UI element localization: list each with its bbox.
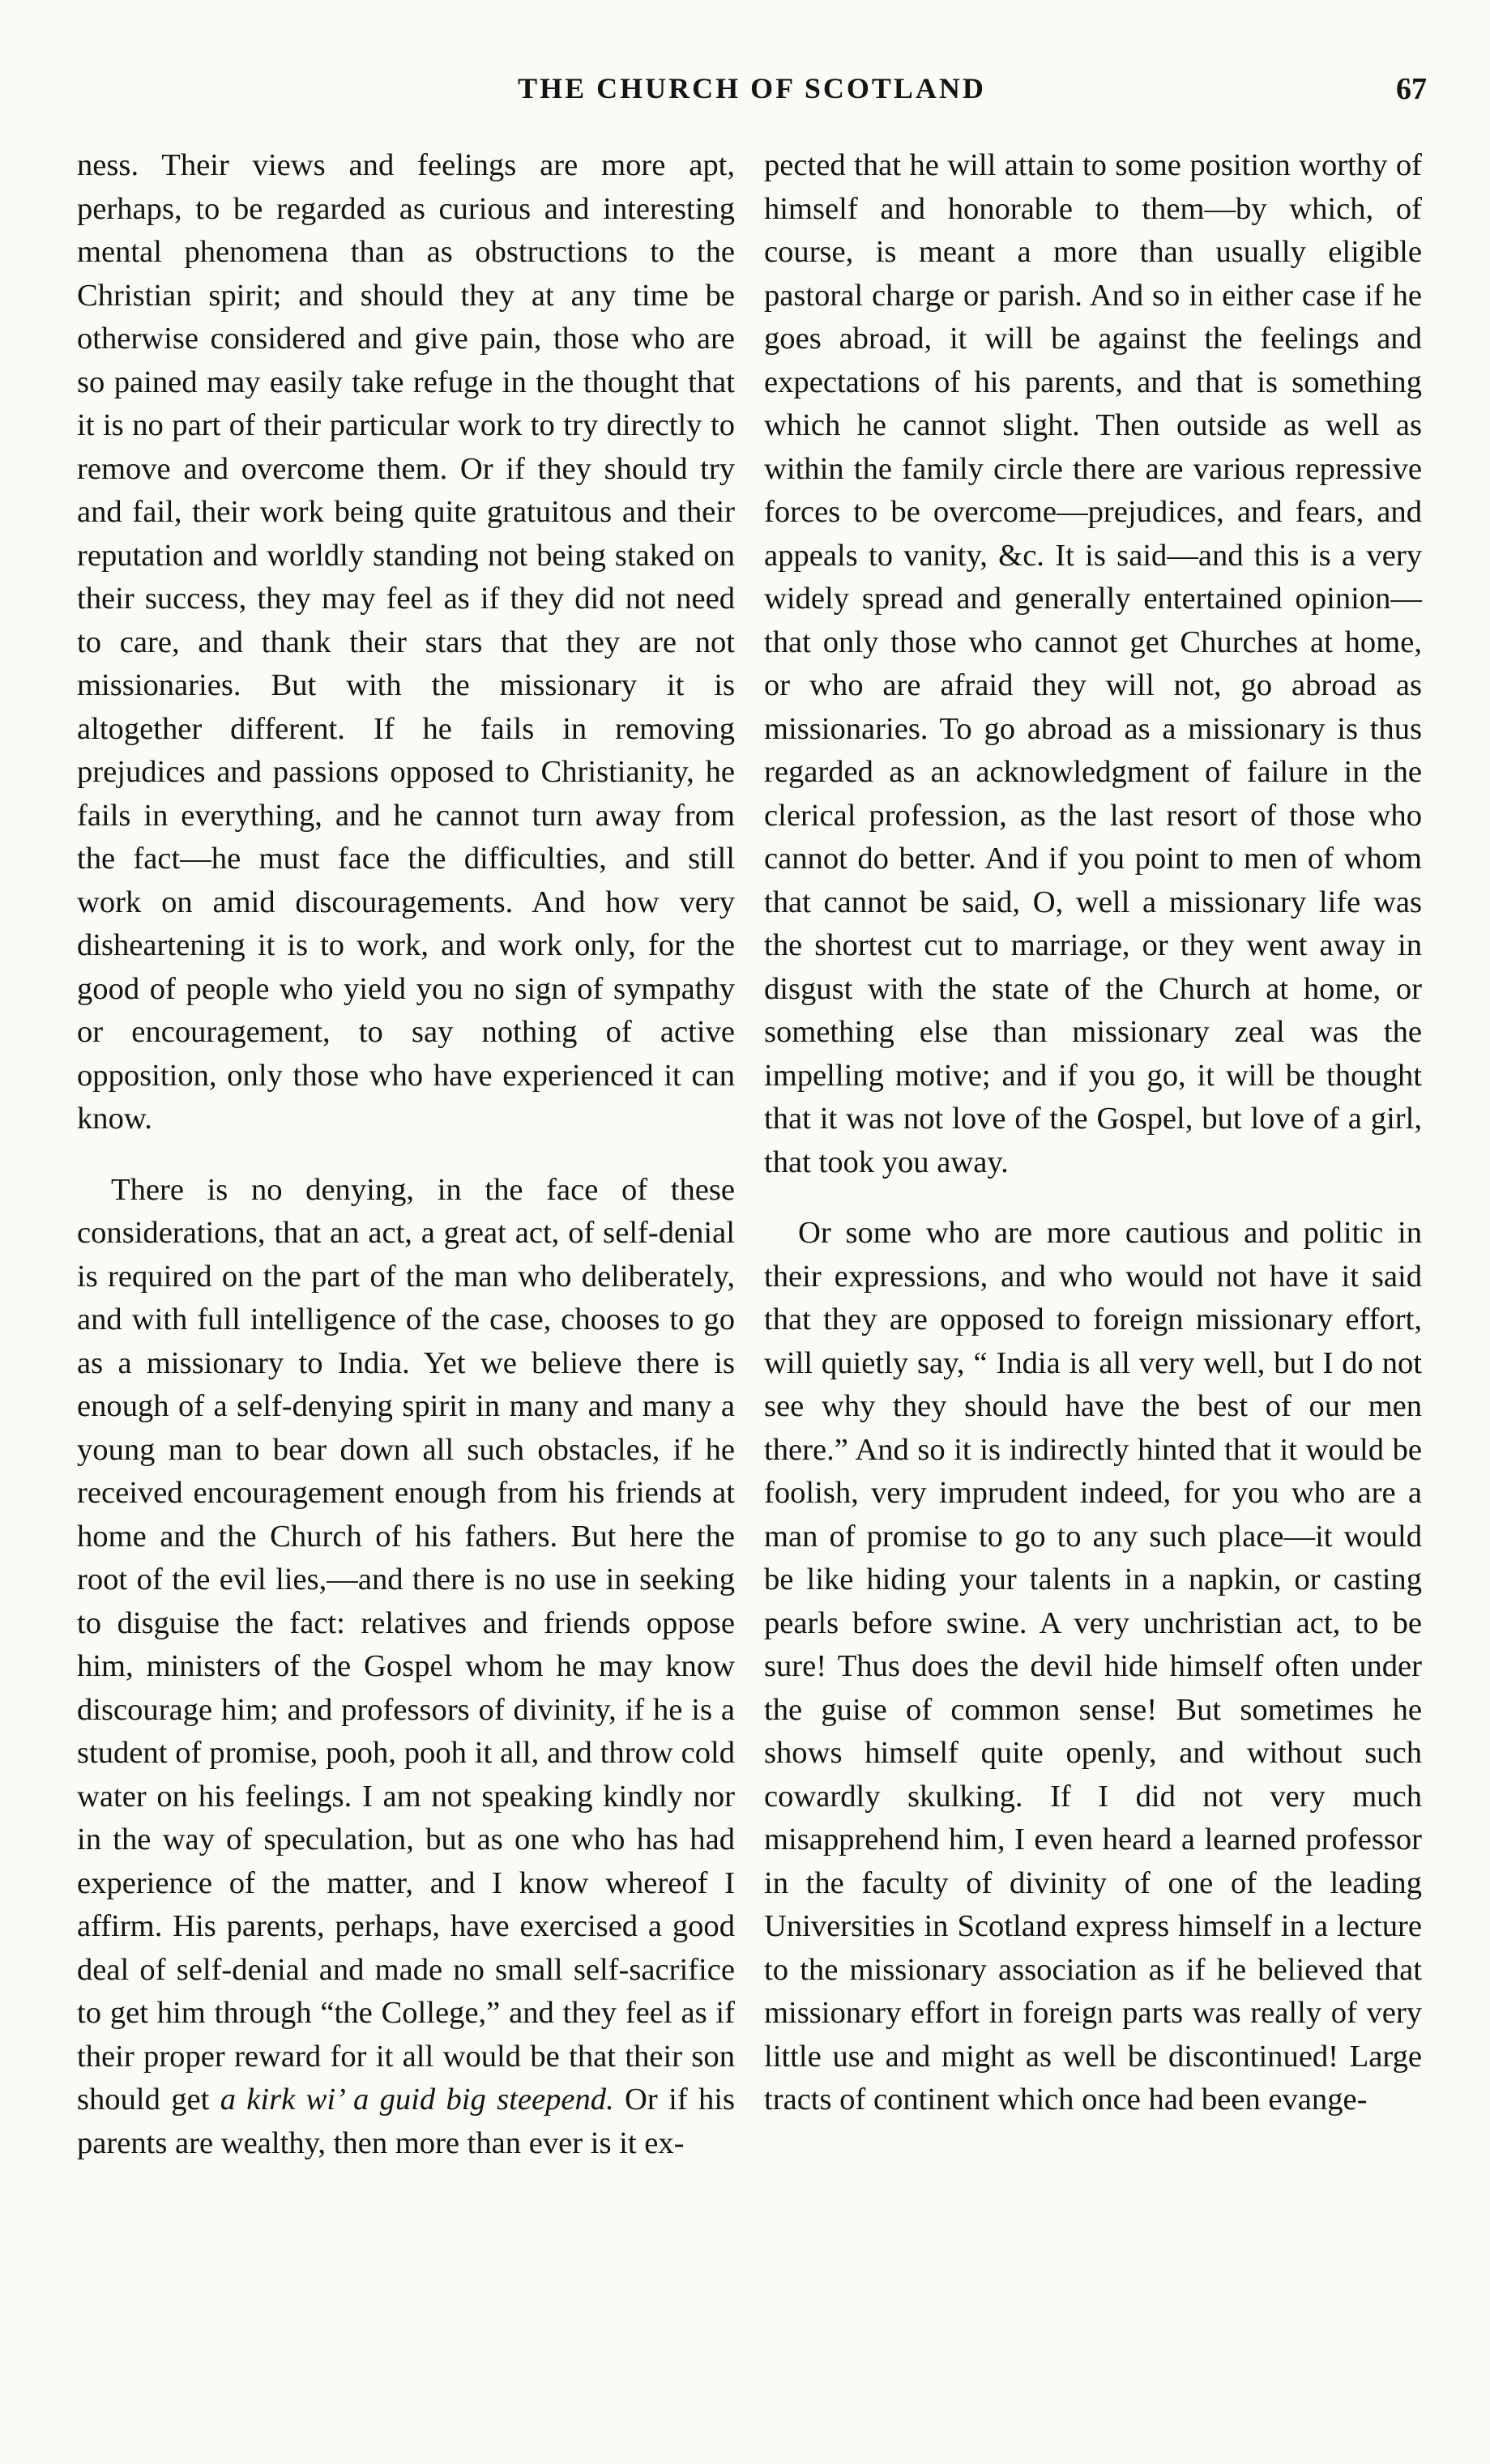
running-title: THE CHURCH OF SCOTLAND [518, 72, 986, 104]
right-column [764, 144, 1422, 2122]
left-column [77, 144, 735, 2165]
right-paragraph-1: pected that he will attain to some position worthy of himself and honorable to them—by which, of course, is meant a more than usually eligible pastoral charge or parish. And so in either case if he goes abroad, it will be against the feelings and expectations of his parents, and that is something which he cannot slight. Then outside as well as within the family circle there are various repressive forces to be overcome—prejudices, and fears, and appeals to vanity, &c. It is said—and this is a very widely spread and generally entertained opinion—that only those who cannot get Churches at home, or who are afraid they will not, go abroad as missionaries. To go abroad as a missionary is thus regarded as an acknowledgment of failure in the clerical profession, as the last resort of those who cannot do better. And if you point to men of whom that cannot be said, O, well a missionary life was the shortest cut to marriage, or they went away in disgust with the state of the Church at home, or something else than missionary zeal was the impelling motive; and if you go, it will be thought that it was not love of the Gospel, but love of a girl, that took you away. [764, 148, 1422, 1179]
right-paragraph-2: Or some who are more cautious and politic in their expressions, and who would not have it said that they are opposed to foreign missionary effort, will quietly say, “ India is all very well, but I do not see why they should have the best of our men there.” And so it is indirectly hinted that it would be foolish, very imprudent indeed, for you who are a man of promise to go to any such place—it would be like hiding your talents in a napkin, or casting pearls before swine. A very unchristian act, to be sure! Thus does the devil hide himself often under the guise of common sense! But sometimes he shows himself quite openly, and without such cowardly skulking. If I did not very much misapprehend him, I even heard a learned professor in the faculty of divinity of one of the leading Universities in Scotland express himself in a lecture to the missionary association as if he believed that missionary effort in foreign parts was really of very little use and might as well be discontinued! Large tracts of continent which once had been evange- [764, 1216, 1422, 2117]
italic-quote: a kirk wi’ a guid big steepend. [220, 2082, 614, 2117]
page-number: 67 [1396, 72, 1427, 106]
running-header [77, 71, 1427, 110]
left-paragraph-2-text: There is no denying, in the face of these considerations, that an act, a great act, of self-denial is required on the part of the man who deliberately, and with full intelligence of the case, chooses to go as a missionary to India. Yet we believe there is enough of a self-denying spirit in many and many a young man to bear down all such obstacles, if he received encouragement enough from his friends at home and the Church of his fathers. But here the root of the evil lies,—and there is no use in seeking to disguise the fact: relatives and friends oppose him, ministers of the Gospel whom he may know discourage him; and professors of divinity, if he is a student of promise, pooh, pooh it all, and throw cold water on his feelings. I am not speaking kindly nor in the way of speculation, but as one who has had experience of the matter, and I know whereof I affirm. His parents, perhaps, have exercised a good deal of self-denial and made no small self-sacrifice to get him through “the College,” and they feel as if their proper reward for it all would be that their son should get [77, 1172, 735, 2117]
left-paragraph-1: ness. Their views and feelings are more apt, perhaps, to be regarded as curious and interesting mental phenomena than as obstructions to the Christian spirit; and should they at any time be otherwise considered and give pain, those who are so pained may easily take refuge in the thought that it is no part of their particular work to try directly to remove and overcome them. Or if they should try and fail, their work being quite gratuitous and their reputation and worldly standing not being staked on their success, they may feel as if they did not need to care, and thank their stars that they are not missionaries. But with the missionary it is altogether different. If he fails in removing prejudices and passions opposed to Christianity, he fails in everything, and he cannot turn away from the fact—he must face the difficulties, and still work on amid discouragements. And how very disheartening it is to work, and work only, for the good of people who yield you no sign of sympathy or encouragement, to say nothing of active opposition, only those who have experienced it can know. [77, 148, 735, 1136]
left-paragraph-2 [77, 1169, 735, 2166]
left-paragraph-2-tail: Or if his parents are wealthy, then more than ever is it ex- [77, 2082, 736, 2160]
